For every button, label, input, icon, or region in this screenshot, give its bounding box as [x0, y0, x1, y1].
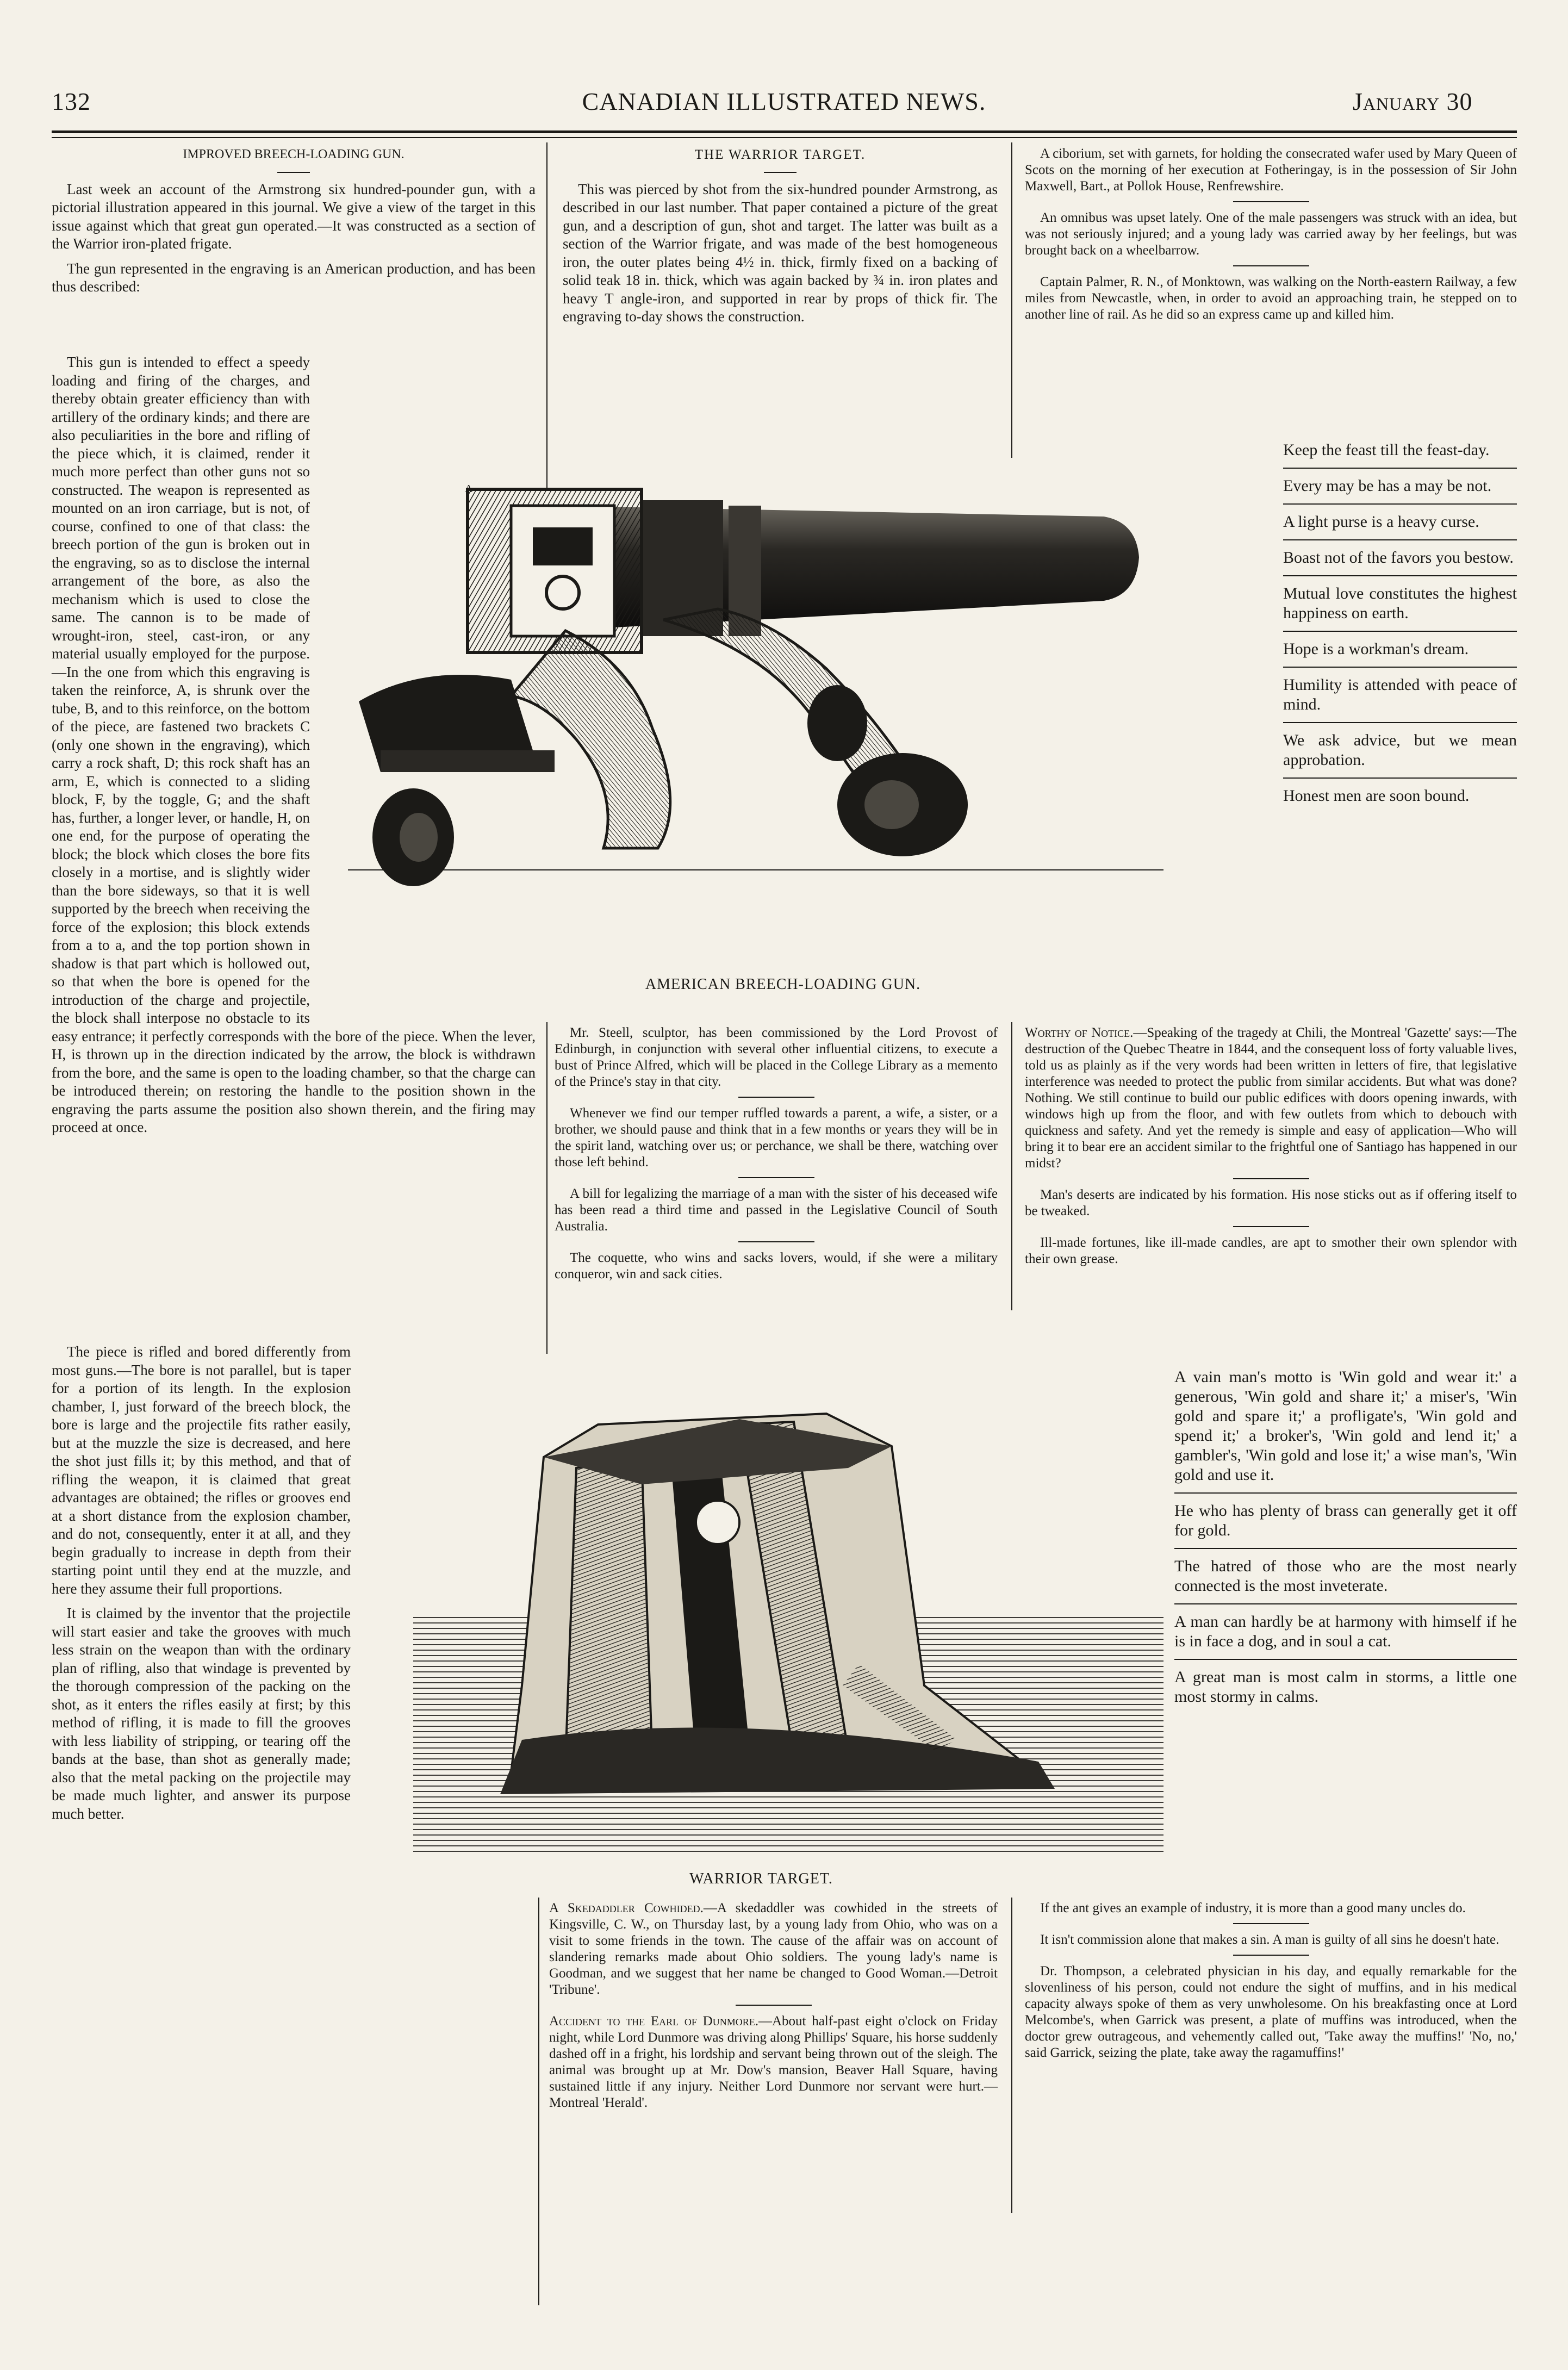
breech-p3: This gun is intended to effect a speedy loading and firing of the charges, and thereby obtain greater efficiency than with artillery of the ordinary kinds; and there are also peculiarities in the bore and rifling of the piece which, it is claimed, render it much more perfect than other guns not so constructed. The weapon is represented as mounted on an iron carriage, but is not, of course, confined to one of that class: the breech portion of the gun is broken out in the engraving, so as to disclose the internal arrangement of the bore, as also the mechanism which is used to close the same. The cannon is to be made of wrought-iron, steel, cast-iron, or any material usually employed for the purpose.—In the one from which this engraving is taken the reinforce, A, is shrunk over the tube, B, and to this reinforce, on the bottom of the piece, are fastened two brackets C (only one shown in the engraving), which carry a rock shaft, D; this rock shaft has an arm, E, which is connected to a sliding block, F, by the toggle, G; and the shaft has, further, a longer lever, or handle, H, on one end, for the purpose of operating the block; the block which closes the bore fits closely in a mortise, and is slightly wider than the bore sideways, so that it is well supported by the breech when receiving the force of the explosion; this block extends from a to a, and the top portion shown in shadow is that part which is hollowed out, so that when the bore is opened for the introduction of the charge and projectile, the block shall interpose no obstacle to its easy entrance; it perfectly corresponds with the bore of the piece. When the lever, H, is thrown up in the direction indicated by the arrow, the block is withdrawn from the bore, and the same is open to the loading chamber, so that the charge can be introduced therein; on restoring the handle to the position shown in the engraving the parts assume the position also shown therein, and the firing may proceed at once.: [52, 354, 536, 1135]
column-rule: [1011, 1898, 1012, 2213]
deserts-note: Man's deserts are indicated by his formation. His nose sticks out as if offering itself to be tweaked.: [1025, 1187, 1517, 1218]
header-rule-thin: [52, 137, 1517, 138]
target-article: [563, 146, 998, 333]
dunmore-lead: Accident to the Earl of Dunmore.: [549, 2014, 758, 2029]
steell-note: Mr. Steell, sculptor, has been commissioned by the Lord Provost of Edinburgh, in conjunction with several other influential citizens, to execute a bust of Prince Alfred, which will be placed in the College Library as a memento of the Prince's stay in that city.: [555, 1025, 998, 1089]
page-number: 132: [52, 88, 91, 115]
header-rule-thick: [52, 130, 1517, 133]
target-article-title: THE WARRIOR TARGET.: [694, 147, 866, 162]
breech-p1: Last week an account of the Armstrong six hundred-pounder gun, with a pictorial illustration appeared in this journal. We give a view of the target in this issue against which that great gun operated.—It was constructed as a section of the Warrior iron-plated frigate.: [52, 181, 536, 252]
ciborium-note: A ciborium, set with garnets, for holding the consecrated wafer used by Mary Queen of Scots on the morning of her execution at Fotheringay, is in the possession of Sir John Maxwell, Bart., at Pollok House, Renfrewshire.: [1025, 146, 1517, 194]
omnibus-note: An omnibus was upset lately. One of the male passengers was struck with an idea, but was not seriously injured; and a young lady was carried away by her feelings, but was brought back on a wheelbarrow.: [1025, 210, 1517, 258]
proverb: Boast not of the favors you bestow.: [1283, 548, 1517, 576]
skedaddler-body: —A skedaddler was cowhided in the streets of Kingsville, C. W., on Thursday last, by a young lady from Ohio, who was on a visit to some friends in the town. The cause of the affair was on account of slandering remarks made about Ohio soldiers. The young lady's name is Goodman, and we suggest that her name be changed to Good Woman.—Detroit 'Tribune'.: [549, 1901, 998, 1997]
proverb: A great man is most calm in storms, a little one most stormy in calms.: [1174, 1668, 1517, 1706]
breech-article-title: IMPROVED BREECH-LOADING GUN.: [183, 147, 405, 161]
gun-caption: AMERICAN BREECH-LOADING GUN.: [645, 976, 921, 993]
proverb: A light purse is a heavy curse.: [1283, 512, 1517, 540]
middle-notes: [555, 1025, 998, 1289]
target-body: This was pierced by shot from the six-hundred pounder Armstrong, as described in our last number. That paper contained a picture of the great gun, and a description of gun, shot and target. The latter was built as a section of the Warrior frigate, and was made of the best homogeneous iron, the outer plates being 4½ in. thick, firmly fixed on a backing of solid teak 18 in. thick, which was again backed by ¾ in. iron plates and heavy T angle-iron, and supported in rear by props of thick fir. The engraving to-day shows the construction.: [563, 181, 998, 325]
proverb: Mutual love constitutes the highest happiness on earth.: [1283, 584, 1517, 632]
cannon-engraving: [348, 468, 1272, 957]
right-top-notes: [1025, 146, 1517, 329]
proverb: The hatred of those who are the most nearly connected is the most inveterate.: [1174, 1557, 1517, 1604]
column-rule: [1011, 1022, 1012, 1310]
proverb: We ask advice, but we mean approbation.: [1283, 731, 1517, 779]
thompson-note: Dr. Thompson, a celebrated physician in his day, and equally remarkable for the slovenliness of his person, could not endure the sight of muffins, and in his medical capacity always spoke of them as very unwholesome. On his breakfasting once at Lord Melcombe's, when Garrick was present, a plate of muffins was introduced, when the doctor grew outrageous, and vehemently called out, 'Take away the muffins!' 'No, no,' said Garrick, seizing the plate, take away the ragamuffins!': [1025, 1964, 1517, 2060]
breech-p2: The gun represented in the engraving is an American production, and has been thus described:: [52, 260, 536, 295]
bottom-right-notes: [1025, 1900, 1517, 2068]
proverb: Hope is a workman's dream.: [1283, 639, 1517, 668]
proverb: Keep the feast till the feast-day.: [1283, 440, 1517, 469]
column-rule: [538, 1898, 539, 2305]
breech-article: [52, 146, 536, 303]
column-rule: [1011, 142, 1012, 458]
palmer-note: Captain Palmer, R. N., of Monktown, was walking on the North-eastern Railway, a few miles from Newcastle, when, in order to avoid an approaching train, he stepped on to another line of rail. As he did so an express came up and killed him.: [1025, 275, 1517, 322]
target-caption: WARRIOR TARGET.: [689, 1870, 833, 1887]
proverb: A man can hardly be at harmony with himself if he is in face a dog, and in soul a cat.: [1174, 1612, 1517, 1660]
ant-note: If the ant gives an example of industry, it is more than a good many uncles do.: [1040, 1901, 1466, 1915]
proverb: Every may be has a may be not.: [1283, 476, 1517, 505]
notice-lead: Worthy of Notice.: [1025, 1025, 1134, 1040]
coquette-note: The coquette, who wins and sacks lovers, would, if she were a military conqueror, win and sack cities.: [555, 1251, 998, 1282]
column-rule: [546, 1022, 547, 1354]
temper-note: Whenever we find our temper ruffled towards a parent, a wife, a sister, or a brother, we should pause and think that in a few months or years they will be in the spirit land, watching over us; or perchance, we shall be there, watching over those left behind.: [555, 1106, 998, 1170]
breech-p5: It is claimed by the inventor that the projectile will start easier and take the grooves with much less strain on the weapon than with the ordinary plan of rifling, also that windage is prevented by the thorough compression of the packing on the shot, as it enters the rifles easily at first; by this method of rifling, it is made to fill the grooves with less liability of stripping, or tearing off the bands at the base, than shot as generally made; also that the metal packing on the projectile may be made much lighter, and answer its purpose much better.: [52, 1605, 351, 1822]
bottom-mid-notes: [549, 1900, 998, 2118]
right-mid-notes: [1025, 1025, 1517, 1274]
breech-p4: The piece is rifled and bored differently from most guns.—The bore is not parallel, but is taper for a portion of its length. In the explosion chamber, I, just forward of the breech block, the bore is large and the projectile fits rather easily, but at the muzzle the size is decreased, and here the shot just fills it; by this method, and that of rifling the weapon, it is claimed that great advantages are obtained; the rifles or grooves end at a short distance from the explosion chamber, and do not, consequently, enter it at all, and they begin gradually to increase in depth from their starting point until they end at the muzzle, and here they assume their full proportions.: [52, 1343, 351, 1597]
dunmore-body: —About half-past eight o'clock on Friday night, while Lord Dunmore was driving along Phillips' Square, his horse suddenly dashed off in a fright, his lordship and servant being thrown out of the sleigh. The animal was brought up at Mr. Dow's mansion, Beaver Hall Square, having sustained little if any injury. Neither Lord Dunmore nor servant were hurt.—Montreal 'Herald'.: [549, 2014, 998, 2110]
proverbs-list-2: [1174, 1367, 1517, 1722]
column-rule: [546, 142, 547, 490]
proverb: He who has plenty of brass can generally get it off for gold.: [1174, 1501, 1517, 1549]
bill-note: A bill for legalizing the marriage of a man with the sister of his deceased wife has been read a third time and passed in the Legislative Council of South Australia.: [555, 1186, 998, 1234]
commission-note: It isn't commission alone that makes a sin. A man is guilty of all sins he doesn't hate.: [1040, 1932, 1499, 1947]
proverbs-list-1: [1283, 440, 1517, 821]
proverb: A vain man's motto is 'Win gold and wear it:' a generous, 'Win gold and share it;' a miser's, 'Win gold and spare it;' a profligate's, 'Win gold and spend it;' a broker's, 'Win gold and lend it;' a gambler's, 'Win gold and lose it;' a wise man's, 'Win gold and use it.: [1174, 1367, 1517, 1494]
gun-label-a: A: [465, 483, 473, 495]
skedaddler-lead: A Skedaddler Cowhided.: [549, 1901, 704, 1915]
notice-body: —Speaking of the tragedy at Chili, the Montreal 'Gazette' says:—The destruction of the Quebec Theatre in 1844, and the consequent loss of forty valuable lives, told us as plainly as if the very words had been written in letters of fire, that legislative interference was needed to protect the public from similar accidents. But what was done? Nothing. We still continue to build our public edifices with doors opening inwards, with windows high up from the floor, and with few outlets from which to debouch with quickness and safety. And yet the remedy is simple and easy of application—Who will bring it to bear ere an accident similar to the frightful one of Santiago has happened in our midst?: [1025, 1025, 1517, 1171]
proverb: Humility is attended with peace of mind.: [1283, 675, 1517, 723]
armor-target-engraving: [413, 1359, 1163, 1859]
proverb: Honest men are soon bound.: [1283, 787, 1470, 805]
fortunes-note: Ill-made fortunes, like ill-made candles, are apt to smother their own splendor with their own grease.: [1025, 1235, 1517, 1266]
masthead-title: CANADIAN ILLUSTRATED NEWS.: [582, 88, 986, 115]
issue-date: January 30: [1353, 88, 1473, 115]
